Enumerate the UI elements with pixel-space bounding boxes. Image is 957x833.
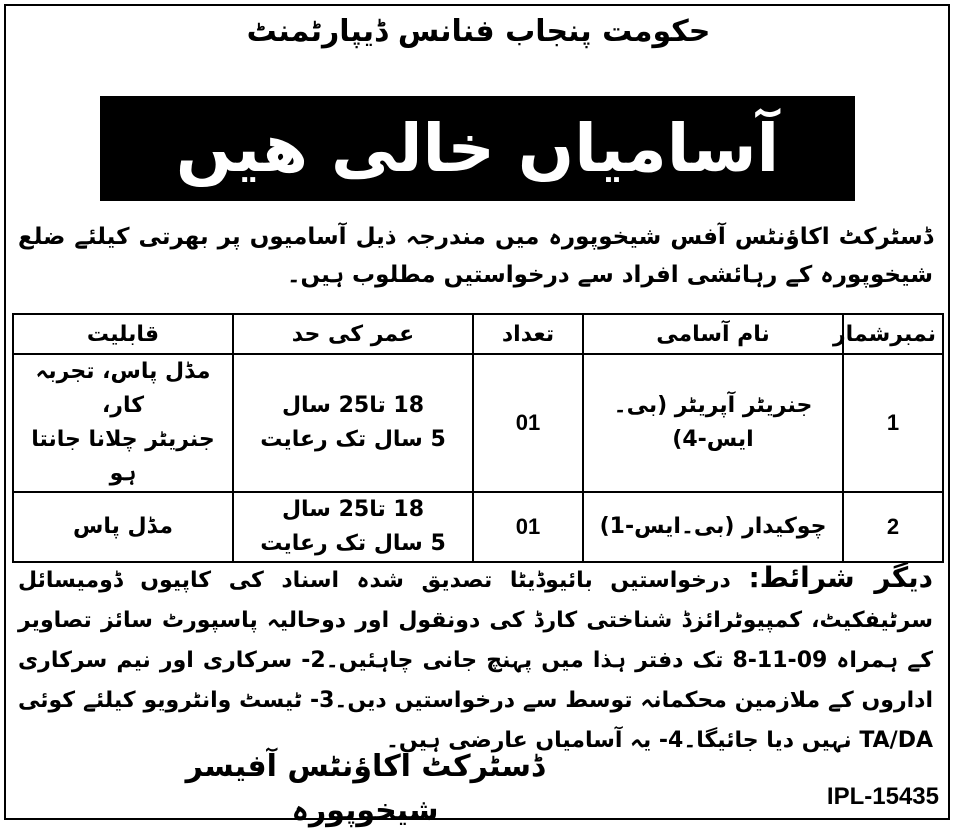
row-serial: 2 (843, 492, 943, 562)
advert-reference-code: IPL-15435 (826, 783, 939, 810)
header-qualification: قابلیت (13, 314, 233, 354)
age-range: 18 تا25 سال (281, 393, 425, 418)
row-post: چوکیدار (بی۔ایس-1) (583, 492, 843, 562)
age-relaxation: 5 سال تک رعایت (260, 531, 446, 556)
header-serial: نمبرشمار (843, 314, 943, 354)
qualification-line: مڈل پاس، تجربہ کار، (35, 359, 211, 418)
other-conditions (18, 558, 933, 761)
row-qualification (13, 492, 233, 562)
table-row (13, 492, 943, 562)
row-count: 01 (473, 492, 583, 562)
table-header-row (13, 314, 943, 354)
vacancy-table (12, 313, 944, 563)
intro-paragraph: ڈسٹرکٹ اکاؤنٹس آفس شیخوپورہ میں مندرجہ ذیل آسامیوں پر بھرتی کیلئے ضلع شیخوپورہ کے رہائشی افراد سے درخواستیں مطلوب ہیں۔ (18, 224, 933, 288)
header-post: نام آسامی (583, 314, 843, 354)
age-relaxation: 5 سال تک رعایت (260, 427, 446, 452)
age-range: 18 تا25 سال (281, 497, 425, 522)
department-title: حکومت پنجاب فنانس ڈیپارٹمنٹ (246, 14, 711, 49)
qualification-line: جنریٹر چلانا جانتا ہو (31, 427, 215, 486)
row-serial: 1 (843, 354, 943, 492)
row-post: جنریٹر آپریٹر (بی۔ایس-4) (583, 354, 843, 492)
row-qualification (13, 354, 233, 492)
vacancy-banner (100, 96, 855, 201)
header-age: عمر کی حد (233, 314, 473, 354)
signature-district-accounts-officer: ڈسٹرکٹ اکاؤنٹس آفیسر شیخوپورہ (185, 749, 545, 828)
conditions-text: درخواستیں بائیوڈیٹا تصدیق شدہ اسناد کی کاپیوں ڈومیسائل سرٹیفکیٹ، کمپیوٹرائزڈ شناختی کارڈ کی دونقول اور دوحالیہ پاسپورٹ سائز تصاویر کے ہمراہ 09-11-8 تک دفتر ہذا میں پہنچ جانی چاہئیں۔2- سرکاری اور نیم سرکاری اداروں کے ملازمین محکمانہ توسط سے درخواستیں دیں۔3- ٹیسٹ وانٹرویو کیلئے کوئی TA/DA نہیں دیا جائیگا۔4- یہ آسامیاں عارضی ہیں۔ (18, 568, 933, 753)
qualification-line: مڈل پاس (73, 514, 173, 539)
row-age (233, 492, 473, 562)
row-age (233, 354, 473, 492)
row-count: 01 (473, 354, 583, 492)
table-row (13, 354, 943, 492)
header-count: تعداد (473, 314, 583, 354)
conditions-heading: دیگر شرائط: (748, 561, 933, 594)
banner-text: آسامیاں خالی ھیں (175, 110, 780, 187)
